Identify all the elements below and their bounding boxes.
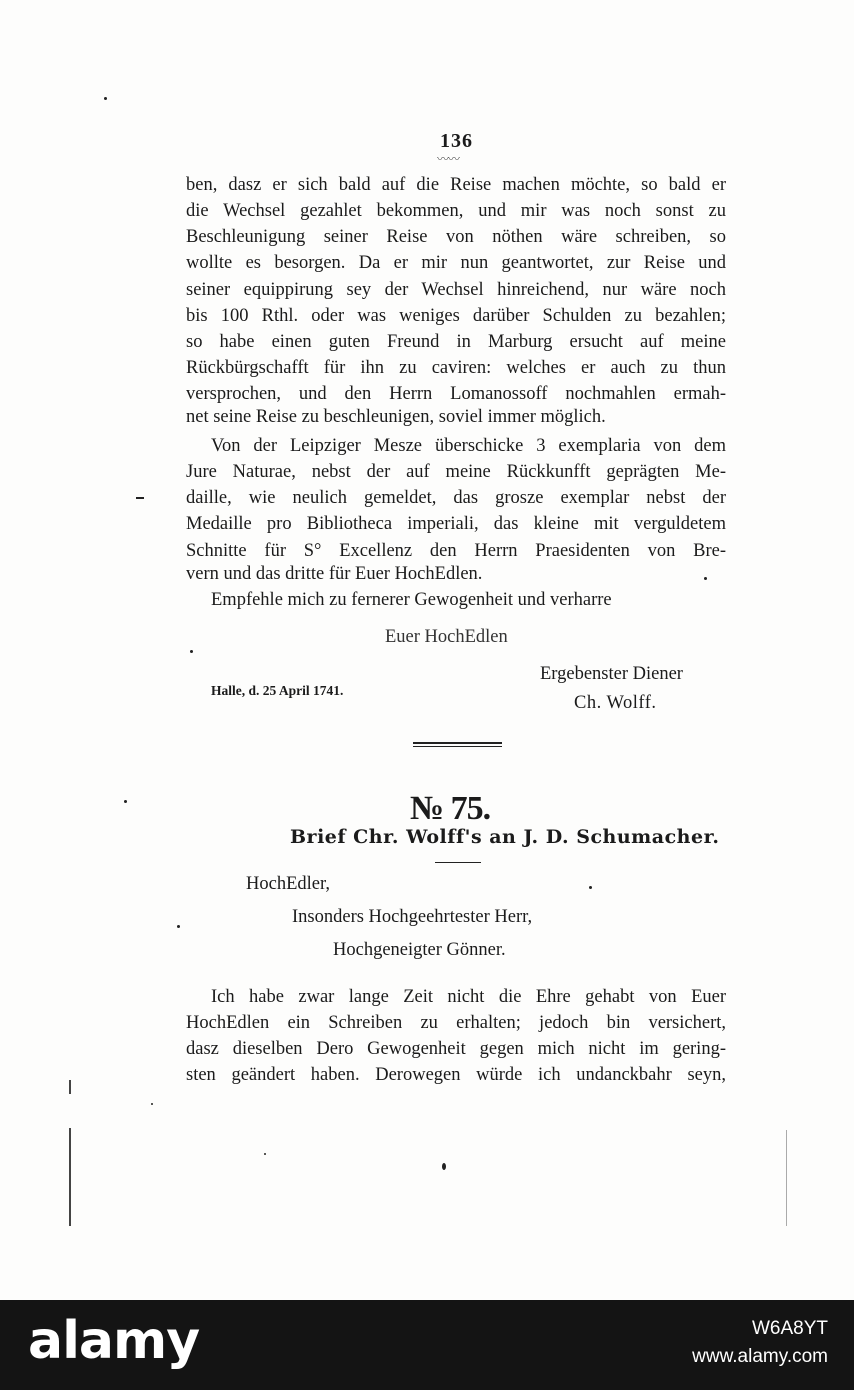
body-line: Rückbürgschafft für ihn zu caviren: welches er auch zu thun [186,358,726,378]
paragraph-line: Medaille pro Bibliotheca imperiali, das kleine mit verguldetem [186,514,726,534]
address-line: HochEdler, [246,874,331,894]
paragraph-line: Schnitte für S° Excellenz den Herrn Praesidenten von Bre- [186,541,726,561]
letter-heading: Brief Chr. Wolff's an J. D. Schumacher. [290,826,720,848]
section-divider [413,742,502,744]
margin-mark [69,1080,71,1094]
address-line: Hochgeneigter Gönner. [333,940,506,960]
alamy-logo: alamy [28,1311,200,1371]
page-number-underline: 〰〰 [437,152,460,166]
paragraph-line: daille, wie neulich gemeldet, das grosze exemplar nebst der [186,488,726,508]
scan-speck [177,925,180,928]
section-divider-thin [413,746,502,747]
margin-edge-line [69,1128,71,1226]
closing-line: Empfehle mich zu fernerer Gewogenheit und verharre [211,590,612,610]
paragraph-line-last: vern und das dritte für Euer HochEdlen. [186,564,483,584]
address-line: Insonders Hochgeehrtester Herr, [292,907,533,927]
paragraph-line: Jure Naturae, nebst der auf meine Rückkunfft geprägten Me- [186,462,726,482]
footer-url: www.alamy.com [692,1346,828,1367]
letter-line: HochEdlen ein Schreiben zu erhalten; jedoch bin versichert, [186,1013,726,1033]
scan-speck [264,1153,266,1155]
scan-speck [190,650,193,653]
salutation-close: Euer HochEdlen [385,627,508,647]
letter-line: sten geändert haben. Derowegen würde ich undanckbahr seyn, [186,1065,726,1085]
body-line: ben, dasz er sich bald auf die Reise machen möchte, so bald er [186,175,726,195]
body-line: wollte es besorgen. Da er mir nun geantwortet, zur Reise und [186,253,726,273]
scan-speck [589,886,592,889]
letter-line: dasz dieselben Dero Gewogenheit gegen mich nicht im gering- [186,1039,726,1059]
signoff: Ergebenster Diener [540,664,683,684]
scan-speck [704,577,707,580]
letter-line: Ich habe zwar lange Zeit nicht die Ehre gehabt von Euer [211,987,726,1007]
body-line: so habe einen guten Freund in Marburg ersucht auf meine [186,332,726,352]
heading-rule [435,862,481,863]
scan-speck [151,1103,153,1105]
page-number: 136 [440,130,473,152]
body-line: bis 100 Rthl. oder was weniges darüber Schulden zu bezahlen; [186,306,726,326]
body-line: Beschleunigung seiner Reise von nöthen wäre schreiben, so [186,227,726,247]
image-id: W6A8YT [751,1318,828,1339]
scan-speck [136,497,144,499]
body-line: die Wechsel gezahlet bekommen, und mir was noch sonst zu [186,201,726,221]
body-line-last: net seine Reise zu beschleunigen, soviel immer möglich. [186,407,606,427]
scan-speck [442,1163,446,1170]
margin-edge-line [786,1130,787,1226]
body-line: seiner equippirung sey der Wechsel hinreichend, nur wäre noch [186,280,726,300]
scan-speck [104,97,107,100]
scan-speck [124,800,127,803]
body-line: versprochen, und den Herrn Lomanossoff nochmahlen ermah- [186,384,726,404]
signature: Ch. Wolff. [574,693,657,713]
letter-number: № 75. [410,790,491,827]
place-date: Halle, d. 25 April 1741. [211,683,344,698]
paragraph-line: Von der Leipziger Mesze überschicke 3 exemplaria von dem [211,436,726,456]
